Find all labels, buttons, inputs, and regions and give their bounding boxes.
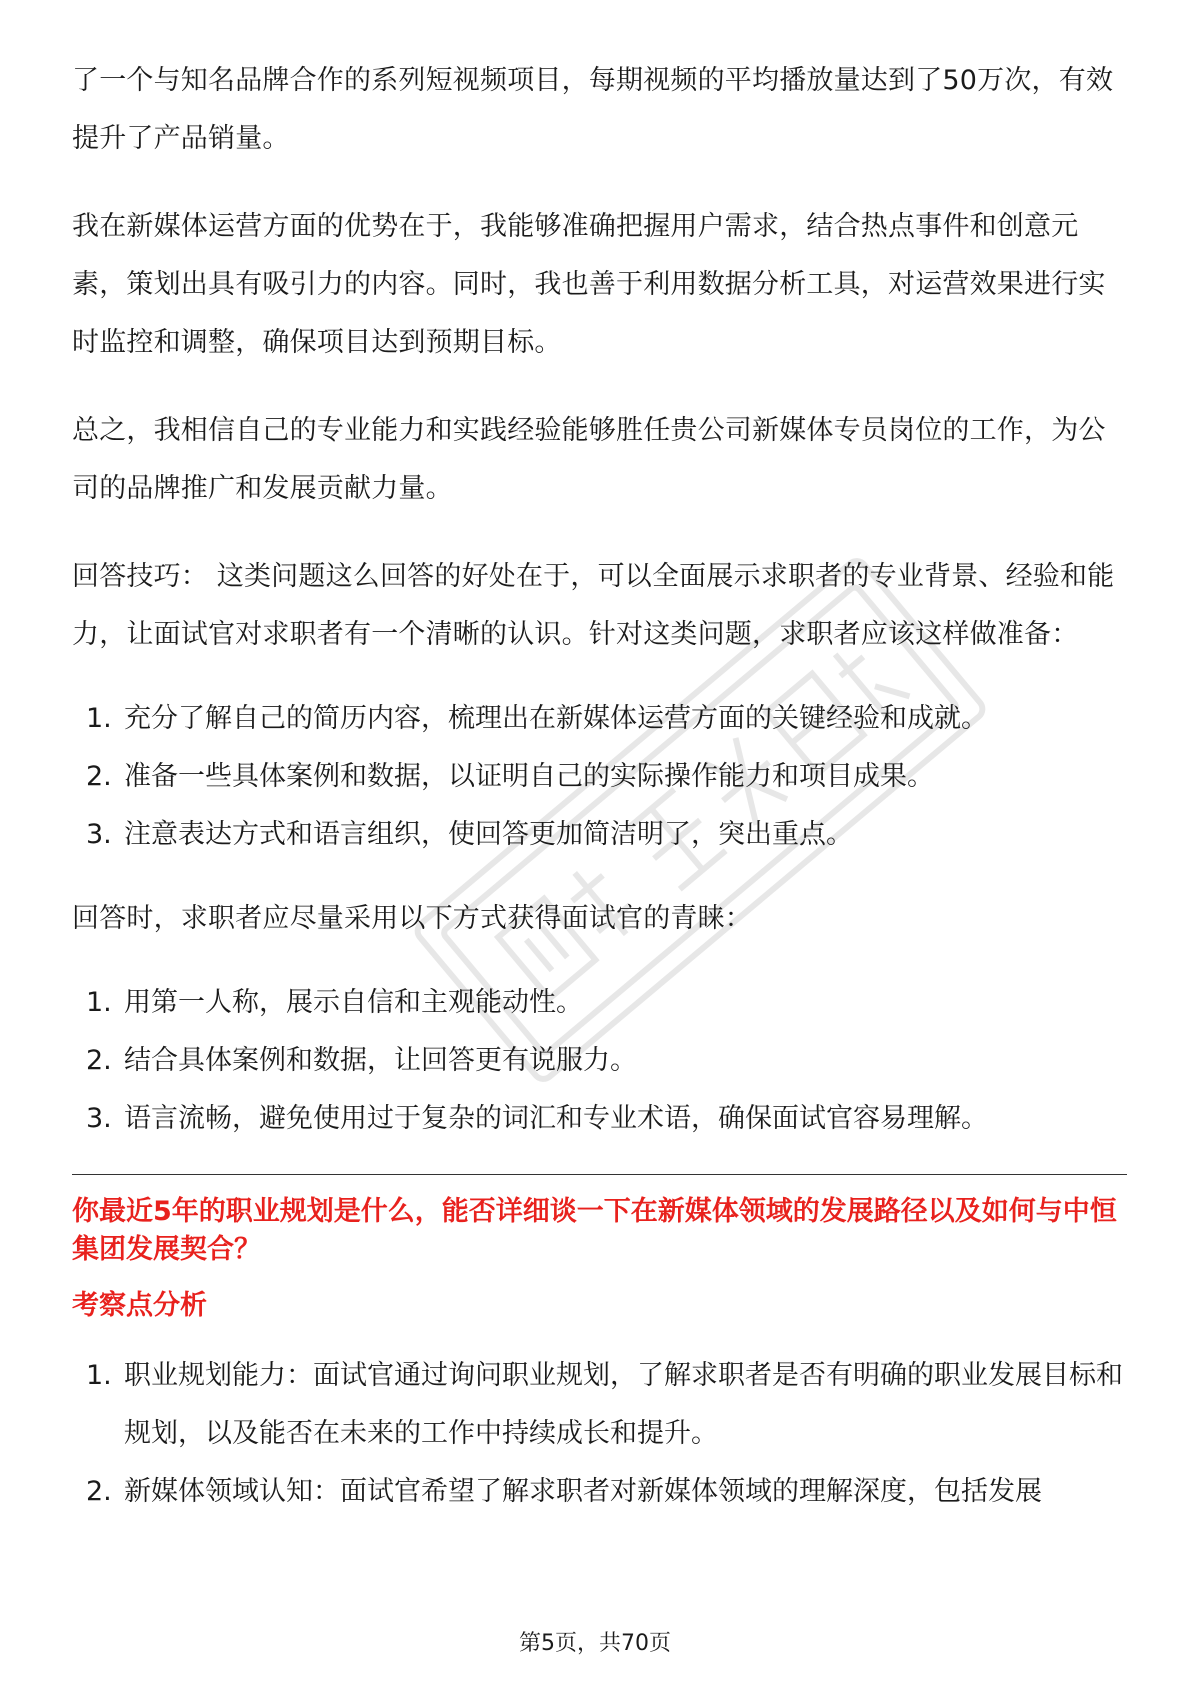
analysis-subheading: 考察点分析 xyxy=(72,1290,207,1321)
list-item xyxy=(72,1090,1127,1148)
list-item xyxy=(72,974,1127,1032)
list-number: 1. xyxy=(86,987,112,1018)
list-item xyxy=(72,806,1127,864)
list-number: 3. xyxy=(86,819,112,850)
list-item xyxy=(72,1463,1127,1521)
section-divider xyxy=(72,1174,1127,1175)
paragraph-project-result: 了一个与知名品牌合作的系列短视频项目，每期视频的平均播放量达到了50万次，有效提升了产品销量。 xyxy=(72,65,1114,154)
paragraph-answer-tips: 回答技巧： 这类问题这么回答的好处在于，可以全面展示求职者的专业背景、经验和能力，让面试官对求职者有一个清晰的认识。针对这类问题，求职者应该这样做准备： xyxy=(72,561,1115,650)
list-number: 2. xyxy=(86,1045,112,1076)
list-number: 2. xyxy=(86,761,112,792)
list-number: 2. xyxy=(86,1476,112,1507)
list-text: 职业规划能力：面试官通过询问职业规划，了解求职者是否有明确的职业发展目标和规划，以及能否在未来的工作中持续成长和提升。 xyxy=(124,1360,1123,1449)
list-number: 3. xyxy=(86,1103,112,1134)
list-number: 1. xyxy=(86,703,112,734)
list-text: 注意表达方式和语言组织，使回答更加简洁明了，突出重点。 xyxy=(124,819,853,850)
interview-question-heading: 你最近5年的职业规划是什么，能否详细谈一下在新媒体领域的发展路径以及如何与中恒集团发展契合？ xyxy=(72,1196,1117,1265)
paragraph-conclusion: 总之，我相信自己的专业能力和实践经验能够胜任贵公司新媒体专员岗位的工作，为公司的品牌推广和发展贡献力量。 xyxy=(72,415,1106,504)
list-item xyxy=(72,748,1127,806)
list-text: 新媒体领域认知：面试官希望了解求职者对新媒体领域的理解深度，包括发展 xyxy=(124,1476,1042,1507)
list-item xyxy=(72,1032,1127,1090)
list-number: 1. xyxy=(86,1360,112,1391)
list-item xyxy=(72,1347,1127,1463)
paragraph-strengths: 我在新媒体运营方面的优势在于，我能够准确把握用户需求，结合热点事件和创意元素，策划出具有吸引力的内容。同时，我也善于利用数据分析工具，对运营效果进行实时监控和调整，确保项目达到预期目标。 xyxy=(72,211,1106,358)
list-text: 充分了解自己的简历内容，梳理出在新媒体运营方面的关键经验和成就。 xyxy=(124,703,988,734)
paragraph-answer-methods: 回答时，求职者应尽量采用以下方式获得面试官的青睐： xyxy=(72,903,752,934)
document-page xyxy=(72,52,1127,1547)
list-item xyxy=(72,690,1127,748)
answer-methods-list xyxy=(72,974,1127,1148)
analysis-list xyxy=(72,1347,1127,1521)
preparation-list xyxy=(72,690,1127,864)
page-number-footer: 第5页，共70页 xyxy=(519,1631,671,1656)
list-text: 语言流畅，避免使用过于复杂的词汇和专业术语，确保面试官容易理解。 xyxy=(124,1103,988,1134)
list-text: 用第一人称，展示自信和主观能动性。 xyxy=(124,987,583,1018)
list-text: 准备一些具体案例和数据，以证明自己的实际操作能力和项目成果。 xyxy=(124,761,934,792)
list-text: 结合具体案例和数据，让回答更有说服力。 xyxy=(124,1045,637,1076)
